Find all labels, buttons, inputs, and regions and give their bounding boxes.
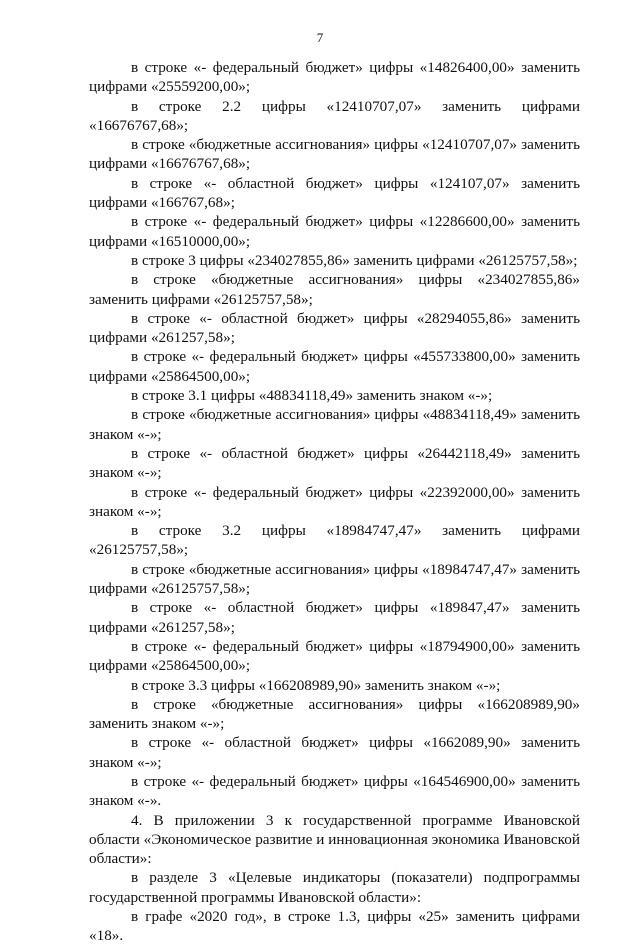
paragraph: в строке «бюджетные ассигнования» цифры «234027855,86» заменить цифрами «26125757,58»; bbox=[89, 271, 580, 308]
paragraph: в строке «- областной бюджет» цифры «124107,07» заменить цифрами «166767,68»; bbox=[89, 174, 580, 212]
paragraph: в строке «- областной бюджет» цифры «189847,47» заменить цифрами «261257,58»; bbox=[89, 599, 580, 636]
paragraph: в строке «бюджетные ассигнования» цифры «18984747,47» заменить цифрами «26125757,58»; bbox=[89, 560, 580, 598]
paragraph: в строке «бюджетные ассигнования» цифры «48834118,49» заменить знаком «-»; bbox=[89, 406, 580, 443]
paragraph: в строке «- федеральный бюджет» цифры «455733800,00» заменить цифрами «25864500,00»; bbox=[89, 348, 580, 385]
paragraph: 4. В приложении 3 к государственной программе Ивановской области «Экономическое развитие и инновационная экономика Ивановской области»: bbox=[89, 811, 580, 868]
paragraph: в строке 2.2 цифры «12410707,07» заменить цифрами «16676767,68»; bbox=[89, 97, 580, 134]
paragraph: в графе «2020 год», в строке 1.3, цифры «25» заменить цифрами «18». bbox=[89, 908, 580, 945]
paragraph: в строке 3.2 цифры «18984747,47» заменить цифрами «26125757,58»; bbox=[89, 522, 580, 559]
paragraph: в строке «- областной бюджет» цифры «1662089,90» заменить знаком «-»; bbox=[89, 734, 580, 771]
paragraph: в строке 3.1 цифры «48834118,49» заменить знаком «-»; bbox=[131, 387, 493, 405]
document-body bbox=[89, 58, 580, 946]
paragraph: в строке «- федеральный бюджет» цифры «14826400,00» заменить цифрами «25559200,00»; bbox=[89, 59, 580, 96]
paragraph: в строке «- областной бюджет» цифры «26442118,49» заменить знаком «-»; bbox=[89, 444, 580, 482]
page-number: 7 bbox=[316, 30, 324, 45]
paragraph: в строке «- федеральный бюджет» цифры «12286600,00» заменить цифрами «16510000,00»; bbox=[89, 213, 580, 250]
paragraph: в строке 3 цифры «234027855,86» заменить цифрами «26125757,58»; bbox=[131, 251, 578, 269]
paragraph: в строке «- областной бюджет» цифры «28294055,86» заменить цифрами «261257,58»; bbox=[89, 309, 580, 347]
paragraph: в строке 3.3 цифры «166208989,90» заменить знаком «-»; bbox=[131, 676, 501, 694]
paragraph: в строке «- федеральный бюджет» цифры «22392000,00» заменить знаком «-»; bbox=[89, 483, 580, 520]
paragraph: в строке «бюджетные ассигнования» цифры «12410707,07» заменить цифрами «16676767,68»; bbox=[89, 136, 580, 173]
paragraph: в строке «- федеральный бюджет» цифры «18794900,00» заменить цифрами «25864500,00»; bbox=[89, 637, 580, 675]
paragraph: в разделе 3 «Целевые индикаторы (показатели) подпрограммы государственной программы Ивановской области»: bbox=[89, 869, 580, 906]
paragraph: в строке «бюджетные ассигнования» цифры «166208989,90» заменить знаком «-»; bbox=[89, 695, 580, 733]
paragraph: в строке «- федеральный бюджет» цифры «164546900,00» заменить знаком «-». bbox=[89, 772, 580, 810]
